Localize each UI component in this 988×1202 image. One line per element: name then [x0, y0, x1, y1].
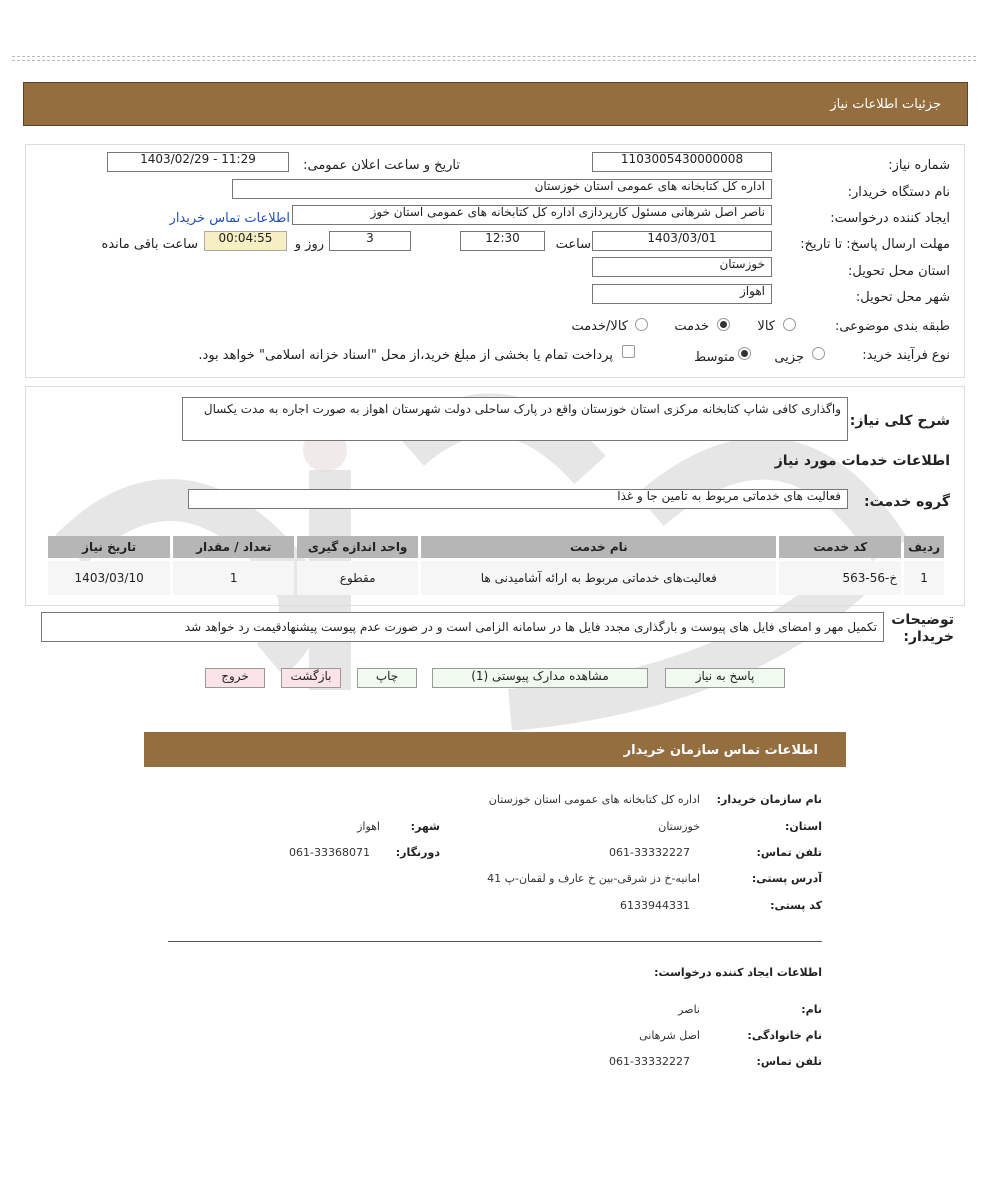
contact-title: اطلاعات تماس سازمان خریدار — [623, 743, 818, 758]
contact-postal-label: کد پستی: — [770, 899, 822, 912]
contact-address-label: آدرس پستی: — [751, 872, 822, 885]
deadline-time-field: 12:30 — [460, 231, 545, 251]
announce-label: تاریخ و ساعت اعلان عمومی: — [303, 158, 460, 173]
contact-city-label: شهر: — [410, 820, 440, 833]
cell-unit: مقطوع — [297, 561, 418, 595]
contact-province: خوزستان — [658, 820, 700, 833]
contact-phone: 061-33332227 — [609, 846, 690, 859]
buyer-notes-field: تکمیل مهر و امضای فایل های پیوست و بارگذاری مجدد فایل ها در سامانه الزامی است و در صورت عدم پیوست پیشنهادقیمت رد خواهد شد — [41, 612, 884, 642]
contact-phone-label: تلفن تماس: — [756, 846, 822, 859]
service-group-label: گروه خدمت: — [864, 494, 950, 510]
creator-name-label: نام: — [801, 1003, 822, 1016]
contact-header — [144, 732, 846, 767]
contact-city: اهواز — [357, 820, 380, 833]
view-attachments-button[interactable]: مشاهده مدارک پیوستی (1) — [432, 668, 648, 688]
remaining-label: ساعت باقی مانده — [101, 237, 198, 252]
table-row — [48, 561, 944, 595]
deadline-date-field: 1403/03/01 — [592, 231, 772, 251]
exit-button[interactable]: خروج — [205, 668, 265, 688]
creator-family: اصل شرهانی — [639, 1029, 700, 1042]
province-label: استان محل تحویل: — [848, 264, 950, 279]
page-title: جزئیات اطلاعات نیاز — [830, 97, 941, 112]
cell-service-name: فعالیت‌های خدماتی مربوط به ارائه آشامیدنی ها — [421, 561, 776, 595]
process-option-minor: جزیی — [774, 350, 804, 365]
deadline-label: مهلت ارسال پاسخ: تا تاریخ: — [800, 237, 950, 252]
days-label: روز و — [294, 237, 324, 252]
services-table — [45, 533, 947, 598]
category-option-service: خدمت — [674, 319, 709, 334]
days-field: 3 — [329, 231, 411, 251]
contact-postal: 6133944331 — [620, 899, 690, 912]
treasury-payment-checkbox[interactable] — [622, 345, 635, 358]
category-radio-goods[interactable] — [783, 318, 796, 331]
remaining-timer: 00:04:55 — [204, 231, 287, 251]
buyer-notes-label: توضیحات خریدار: — [891, 612, 954, 645]
col-need-date: تاریخ نیاز — [48, 536, 170, 558]
contact-province-label: استان: — [785, 820, 822, 833]
col-service-name: نام خدمت — [421, 536, 776, 558]
cell-quantity: 1 — [173, 561, 294, 595]
contact-org: اداره کل کتابخانه های عمومی استان خوزستان — [488, 793, 700, 806]
process-radio-medium[interactable] — [738, 347, 751, 360]
creator-name: ناصر — [678, 1003, 700, 1016]
category-label: طبقه بندی موضوعی: — [834, 319, 950, 334]
col-unit: واحد اندازه گیری — [297, 536, 418, 558]
creator-field: ناصر اصل شرهانی مسئول کارپردازی اداره کل کتابخانه های عمومی استان خوز — [292, 205, 772, 225]
description-label: شرح کلی نیاز: — [849, 413, 950, 429]
buyer-contact-link[interactable]: اطلاعات تماس خریدار — [169, 211, 290, 226]
category-radio-service[interactable] — [717, 318, 730, 331]
back-button[interactable]: بازگشت — [281, 668, 341, 688]
service-group-field: فعالیت های خدماتی مربوط به تامین جا و غذا — [188, 489, 848, 509]
contact-fax-label: دورنگار: — [395, 846, 440, 859]
category-option-goods-service: کالا/خدمت — [571, 319, 628, 334]
process-radio-minor[interactable] — [812, 347, 825, 360]
deadline-time-label: ساعت — [555, 237, 591, 252]
print-button[interactable]: چاپ — [357, 668, 417, 688]
services-heading: اطلاعات خدمات مورد نیاز — [774, 453, 950, 469]
cell-row: 1 — [904, 561, 944, 595]
category-option-goods: کالا — [757, 319, 775, 334]
process-option-medium: متوسط — [694, 350, 735, 365]
city-field: اهواز — [592, 284, 772, 304]
creator-label: ایجاد کننده درخواست: — [830, 211, 950, 226]
creator-phone-label: تلفن تماس: — [756, 1055, 822, 1068]
details-header — [23, 82, 968, 126]
buyer-org-label: نام دستگاه خریدار: — [847, 185, 950, 200]
contact-divider — [168, 941, 822, 942]
creator-info-heading: اطلاعات ایجاد کننده درخواست: — [654, 966, 822, 979]
top-divider-2 — [12, 60, 976, 61]
buyer-org-field: اداره کل کتابخانه های عمومی استان خوزستان — [232, 179, 772, 199]
need-number-field: 1103005430000008 — [592, 152, 772, 172]
creator-family-label: نام خانوادگی: — [747, 1029, 822, 1042]
announce-field: 1403/02/29 - 11:29 — [107, 152, 289, 172]
need-number-label: شماره نیاز: — [888, 158, 950, 173]
category-radio-goods-service[interactable] — [635, 318, 648, 331]
description-field: واگذاری کافی شاپ کتابخانه مرکزی استان خوزستان واقع در پارک ساحلی دولت شهرستان اهواز به صورت اجاره به مدت یکسال — [182, 397, 848, 441]
province-field: خوزستان — [592, 257, 772, 277]
contact-fax: 061-33368071 — [289, 846, 370, 859]
cell-need-date: 1403/03/10 — [48, 561, 170, 595]
cell-service-code: خ-56-563 — [779, 561, 901, 595]
col-service-code: کد خدمت — [779, 536, 901, 558]
top-divider — [12, 56, 976, 57]
process-label: نوع فرآیند خرید: — [862, 348, 950, 363]
city-label: شهر محل تحویل: — [855, 290, 950, 305]
col-row: ردیف — [904, 536, 944, 558]
contact-address: امانیه-خ دز شرقی-بین خ عارف و لقمان-پ 41 — [487, 872, 700, 885]
payment-note: پرداخت تمام یا بخشی از مبلغ خرید،از محل "اسناد خزانه اسلامی" خواهد بود. — [198, 348, 613, 363]
creator-phone: 061-33332227 — [609, 1055, 690, 1068]
contact-org-label: نام سازمان خریدار: — [716, 793, 822, 806]
reply-button[interactable]: پاسخ به نیاز — [665, 668, 785, 688]
col-quantity: تعداد / مقدار — [173, 536, 294, 558]
